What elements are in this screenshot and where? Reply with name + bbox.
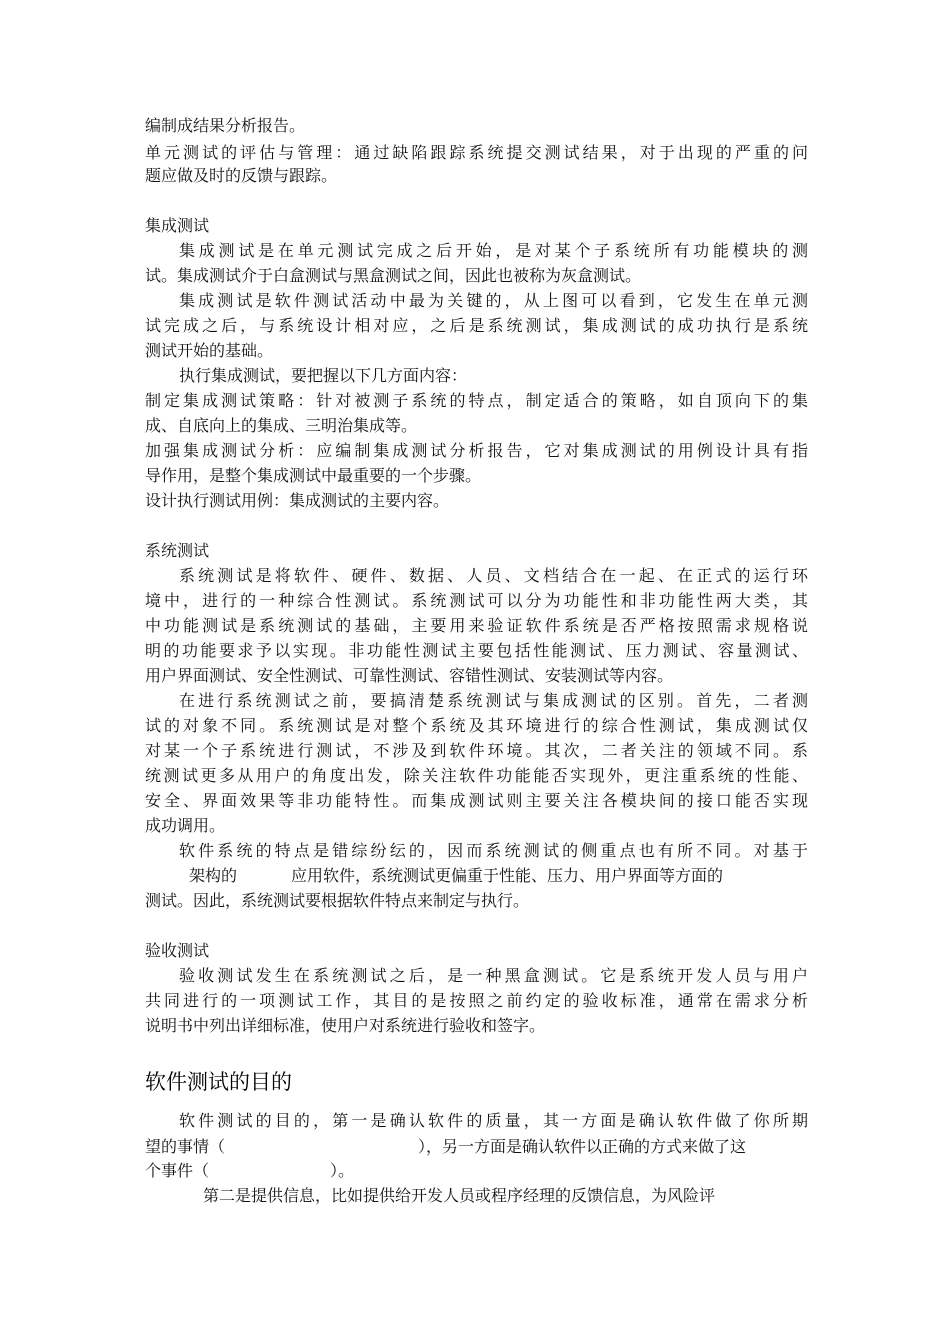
text-line: 集成测试是在单元测试完成之后开始，是对某个子系统所有功能模块的测 bbox=[179, 241, 808, 260]
text-line: 统测试更多从用户的角度出发，除关注软件功能能否实现外，更注重系统的性能、 bbox=[145, 766, 808, 785]
text-line: 在进行系统测试之前，要搞清楚系统测试与集成测试的区别。首先，二者测 bbox=[179, 691, 808, 710]
text-fragment: 架构的 bbox=[189, 866, 238, 885]
text-line: 明的功能要求予以实现。非功能性测试主要包括性能测试、压力测试、容量测试、 bbox=[145, 641, 808, 660]
text-line: 测试。因此，系统测试要根据软件特点来制定与执行。 bbox=[145, 891, 530, 910]
text-line: 制定集成测试策略：针对被测子系统的特点，制定适合的策略，如自顶向下的集 bbox=[145, 391, 808, 410]
text-line: 加强集成测试分析：应编制集成测试分析报告，它对集成测试的用例设计具有指 bbox=[145, 441, 808, 460]
text-fragment: 望的事情（ bbox=[145, 1137, 226, 1156]
text-line: 成、自底向上的集成、三明治集成等。 bbox=[145, 416, 418, 435]
text-line: 软件测试的目的，第一是确认软件的质量，其一方面是确认软件做了你所期 bbox=[179, 1111, 808, 1130]
text-fragment: 个事件（ bbox=[145, 1161, 210, 1180]
text-line: 执行集成测试，要把握以下几方面内容： bbox=[179, 366, 468, 385]
text-line: 单元测试的评估与管理：通过缺陷跟踪系统提交测试结果，对于出现的严重的问 bbox=[145, 143, 808, 162]
text-line: 测试开始的基础。 bbox=[145, 341, 274, 360]
text-line: 试。集成测试介于白盒测试与黑盒测试之间，因此也被称为灰盒测试。 bbox=[145, 266, 642, 285]
text-line: 用户界面测试、安全性测试、可靠性测试、容错性测试、安装测试等内容。 bbox=[145, 666, 674, 685]
text-line: 集成测试是软件测试活动中最为关键的，从上图可以看到，它发生在单元测 bbox=[179, 291, 808, 310]
text-line: 编制成结果分析报告。 bbox=[145, 116, 306, 135]
text-line: 共同进行的一项测试工作，其目的是按照之前约定的验收标准，通常在需求分析 bbox=[145, 991, 808, 1010]
heading-testing-purpose: 软件测试的目的 bbox=[145, 1070, 292, 1094]
text-line: 第二是提供信息，比如提供给开发人员或程序经理的反馈信息，为风险评 bbox=[203, 1186, 716, 1205]
text-line: 导作用，是整个集成测试中最重要的一个步骤。 bbox=[145, 466, 482, 485]
section-heading-acceptance: 验收测试 bbox=[145, 941, 210, 960]
section-heading-system: 系统测试 bbox=[145, 541, 210, 560]
text-line: 安全、界面效果等非功能特性。而集成测试则主要关注各模块间的接口能否实现 bbox=[145, 791, 808, 810]
text-line: 对某一个子系统进行测试，不涉及到软件环境。其次，二者关注的领域不同。系 bbox=[145, 741, 808, 760]
text-line: 设计执行测试用例：集成测试的主要内容。 bbox=[145, 491, 450, 510]
text-fragment: ）。 bbox=[330, 1161, 355, 1180]
text-line: 试完成之后，与系统设计相对应，之后是系统测试，集成测试的成功执行是系统 bbox=[145, 316, 808, 335]
text-line: 软件系统的特点是错综纷纭的，因而系统测试的侧重点也有所不同。对基于 bbox=[179, 841, 808, 860]
text-line: 说明书中列出详细标准，使用户对系统进行验收和签字。 bbox=[145, 1016, 546, 1035]
text-line: 验收测试发生在系统测试之后，是一种黑盒测试。它是系统开发人员与用户 bbox=[179, 966, 808, 985]
text-line: 系统测试是将软件、硬件、数据、人员、文档结合在一起、在正式的运行环 bbox=[179, 566, 808, 585]
text-line: 成功调用。 bbox=[145, 816, 226, 835]
text-line: 题应做及时的反馈与跟踪。 bbox=[145, 166, 338, 185]
text-line: 境中，进行的一种综合性测试。系统测试可以分为功能性和非功能性两大类，其 bbox=[145, 591, 808, 610]
text-line: 试的对象不同。系统测试是对整个系统及其环境进行的综合性测试，集成测试仅 bbox=[145, 716, 808, 735]
text-fragment: 应用软件，系统测试更偏重于性能、压力、用户界面等方面的 bbox=[291, 866, 724, 885]
text-line: 中功能测试是系统测试的基础，主要用来验证软件系统是否严格按照需求规格说 bbox=[145, 616, 808, 635]
section-heading-integration: 集成测试 bbox=[145, 216, 210, 235]
text-fragment: ），另一方面是确认软件以正确的方式来做了这 bbox=[418, 1137, 747, 1156]
